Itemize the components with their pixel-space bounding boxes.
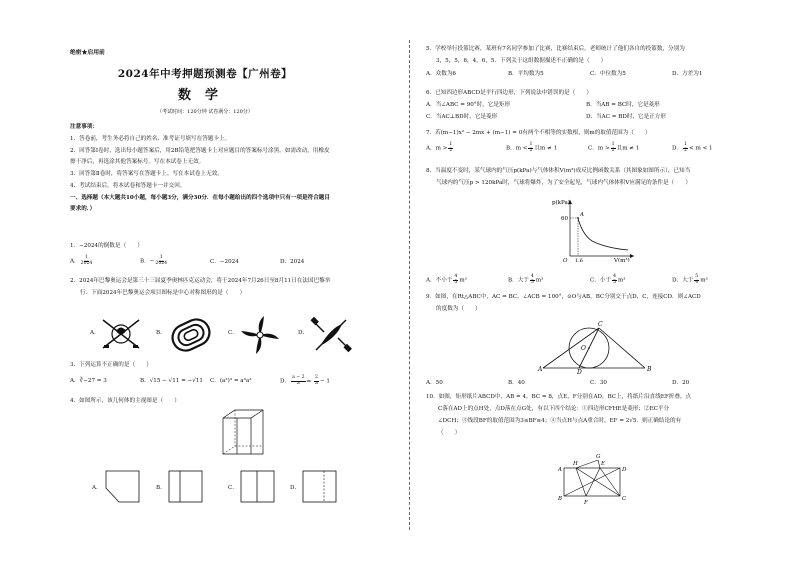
question-10	[426, 394, 756, 437]
pressure-volume-graph	[548, 196, 638, 262]
label-g: G	[596, 454, 601, 460]
option-a: A．当∠ABC = 90°时，它是矩形	[426, 101, 511, 108]
option-a-label: A．	[92, 485, 102, 491]
subject-title: 数学	[177, 88, 232, 103]
question-1	[70, 243, 400, 266]
question-stem-cont: 气球内的气压p > 120kPa时，气球将爆炸，为了安全起见，气球内气体体积V应满足的条件是（ ）	[436, 179, 691, 186]
option-d-label: D．	[298, 330, 309, 336]
option-c: C．(a²)³ = a³a³	[210, 377, 252, 384]
notice-item: 擦干净后，再选涂其他答案标号。写在本试卷上无效。	[70, 158, 205, 165]
options-row-2	[426, 114, 756, 121]
label-b: B	[558, 496, 563, 502]
options	[70, 256, 400, 266]
q2-options	[90, 314, 400, 360]
graph-origin: O	[563, 258, 568, 262]
question-stem: 6．已知四边形ABCD是平行四边形，下列说法中错误的是（ ）	[426, 90, 593, 96]
notice-heading: 注意事项：	[70, 124, 98, 130]
options	[70, 376, 400, 386]
options-row-1	[426, 102, 756, 109]
q4-options	[92, 465, 402, 505]
options	[426, 380, 756, 387]
option-d: D．2024	[280, 258, 305, 265]
notice-section	[70, 124, 400, 213]
notice-item: 2．回答第Ⅰ卷时，选出每小题答案后，用2B铅笔把答题卡上对应题目的答案标号涂黑。如需改动，用橡皮	[70, 147, 330, 154]
label-f: F	[584, 500, 588, 506]
option-b: B．平均数为5	[508, 70, 544, 77]
notice-item: 1．答卷前，考生务必将自己的姓名、准考证号填写在答题卡上。	[70, 135, 231, 142]
option-d: D．大于 $\frac{5}{4}$ m³	[672, 274, 708, 285]
view-c	[240, 470, 276, 504]
label-a: A	[538, 366, 543, 373]
question-4	[70, 398, 400, 405]
option-d: D．20	[672, 380, 690, 386]
option-c: C．30	[590, 380, 607, 386]
label-o: O	[581, 345, 586, 352]
question-stem-cont: 行．下面2024年巴黎奥运会项目图标是中心对称图形的是（ ）	[80, 289, 246, 296]
option-a: A．m > $\frac{1}{2}$	[426, 141, 453, 153]
label-c: C	[622, 496, 627, 502]
label-b: B	[647, 366, 652, 373]
circle-triangle-figure	[535, 318, 655, 374]
graph-y-value: 60	[561, 216, 568, 222]
option-b: B．− $\frac{1}{2024}$	[140, 254, 168, 266]
question-3	[70, 362, 400, 386]
option-c: C．−2024	[210, 258, 239, 265]
question-stem: 2．2024年巴黎奥运会是第三十三届夏季奥林匹克运动会，将于2024年7月26日至8月11日在法国巴黎举	[70, 278, 331, 284]
question-stem-cont: （ ）	[438, 429, 461, 436]
option-b: B．√15 − √11 = −√11	[140, 377, 203, 384]
label-e: E	[601, 461, 606, 467]
option-a: A． $\frac{1}{2024}$	[70, 254, 93, 266]
label-a: A	[558, 467, 562, 473]
option-d: D．当AC = BD时，它是正方形	[586, 113, 666, 120]
question-stem-cont: ∠DCH；③线段BF的取值范围为3≤BF≤4；④当点H与点A重合时，EF = 2√5．则正确结论的有	[438, 417, 682, 424]
question-stem: 7．若(m−1)x² − 2mx + (m−1) = 0有两个不相等的实数根，则m的取值范围为（ ）	[426, 130, 651, 136]
graph-point-label: A	[580, 212, 584, 218]
pinwheel-icon	[238, 314, 282, 356]
question-stem: 5．学校举行投篮比赛，某班有7名同学参加了比赛，比赛结束后，老师统计了他们各自的投篮数，分别为	[426, 46, 685, 52]
question-stem: 9．如图，在Rt△ABC中，AC = BC，∠ACB = 100°，⊙O与AB，BC分别交于点D，C，连接CD．则∠ACD	[426, 294, 701, 300]
question-stem: 10．如图，矩形纸片ABCD中，AB = 4，BC = 8，点E，F分别在AD，BC上，将纸片沿直线EF折叠，点	[426, 394, 692, 400]
question-stem: 1．−2024的倒数是（ ）	[70, 243, 143, 249]
prism-figure	[215, 408, 275, 464]
option-b-label: B．	[156, 485, 166, 491]
question-5	[426, 46, 756, 78]
question-9	[426, 294, 756, 313]
option-b: B．m < $\frac{1}{2}$ 且m ≠ 1	[506, 141, 558, 153]
question-2	[70, 278, 400, 297]
exam-title: 2024年中考押题预测卷【广州卷】	[117, 68, 293, 80]
option-d: D．方差为1	[672, 70, 703, 77]
section-heading: 一、选择题（本大题共10小题，每小题3分，满分30分．在每小题给出的四个选项中只有一项是符合题目	[70, 194, 330, 201]
graph-y-label: p(kPa)	[552, 200, 570, 206]
option-b: B．当AB = BC时，它是菱形	[586, 101, 660, 108]
view-d	[302, 470, 338, 504]
option-c-label: C．	[228, 330, 238, 336]
option-b-label: B．	[156, 330, 166, 336]
q9-options	[426, 380, 756, 387]
question-stem-cont: 的度数为（ ）	[436, 305, 481, 312]
graph-x-label: V(m³)	[614, 258, 630, 262]
secret-mark: 绝密★启用前	[70, 50, 105, 56]
option-b: B．40	[508, 380, 525, 386]
label-c: C	[598, 321, 603, 328]
options	[426, 275, 756, 285]
fencing-icon	[100, 314, 142, 354]
option-a-label: A．	[90, 330, 100, 336]
graph-x-value: 1.6	[575, 258, 583, 262]
label-d: D	[622, 467, 627, 473]
view-b	[168, 470, 204, 504]
option-a: A．不小于 $\frac{4}{5}$ m³	[426, 274, 467, 285]
label-h: H	[573, 461, 578, 467]
option-d-label: D．	[290, 485, 301, 491]
option-d: D． $\frac{a - 2}{a}$ = $\frac{2}{a}$ − 1	[280, 374, 330, 386]
question-7	[426, 130, 756, 153]
notice-item: 4．考试结束后，将本试卷和答题卡一并交回。	[70, 182, 186, 189]
q8-options	[426, 275, 756, 285]
option-c: C．小于 $\frac{4}{5}$ m³	[590, 274, 626, 285]
option-a: A．50	[426, 380, 443, 386]
option-c: C．中位数为5	[590, 70, 626, 77]
question-stem: 3．下列运算不正确的是（ ）	[70, 362, 152, 368]
option-c: C．m > $\frac{1}{2}$ 且m ≠ 1	[588, 141, 640, 153]
question-8	[426, 168, 756, 187]
exam-meta: （考试时间：120分钟 试卷满分：120分）	[157, 109, 253, 115]
question-stem: 8．当温度不变时，某气球内的气压p(kPa)与气体体积V(m³)成反比例函数关系（其图象如图所示），已知当	[426, 168, 691, 174]
option-c-label: C．	[228, 485, 238, 491]
option-b: B．大于 $\frac{4}{5}$ m³	[508, 274, 544, 285]
view-a	[105, 470, 141, 504]
options	[426, 71, 756, 78]
section-heading-cont: 要求的．）	[70, 205, 96, 212]
kayak-icon	[310, 314, 352, 356]
question-stem: 4．如图所示，该几何体的主视图是（ ）	[70, 398, 180, 404]
label-d: D	[577, 369, 582, 374]
option-c: C．当AC⊥BD时，它是菱形	[426, 113, 498, 120]
option-a: A．∛−27 = 3	[70, 377, 107, 384]
option-d: D． $\frac{1}{2}$ < m < 1	[672, 141, 713, 153]
question-stem-cont: 3，5，5，6，4，6，5．下列关于这组数据描述不正确的是（ ）	[436, 57, 607, 64]
options	[426, 143, 756, 153]
folded-rectangle-figure	[556, 452, 632, 518]
question-6	[426, 90, 756, 121]
track-icon	[168, 316, 214, 354]
notice-item: 3．回答第Ⅱ卷时，将答案写在答题卡上。写在本试卷上无效。	[70, 170, 223, 177]
question-stem-cont: C落在AD上的点H处，点D落在点G处，有以下四个结论：①四边形CFHE是菱形；②EC平分	[438, 405, 670, 412]
option-a: A．众数为6	[426, 70, 456, 77]
